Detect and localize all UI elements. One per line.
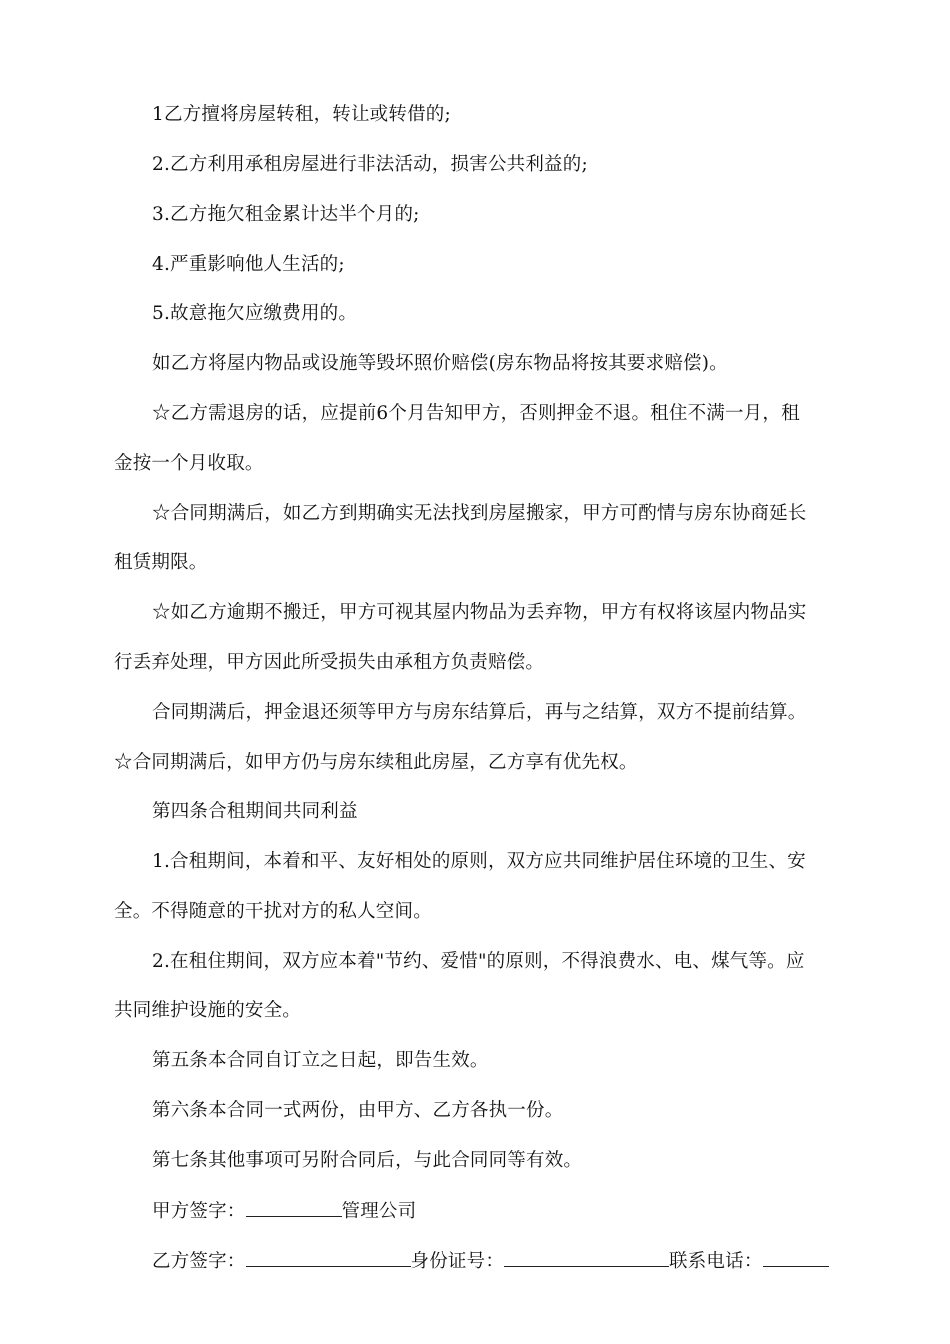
move-out-notice-line-1: ☆乙方需退房的话，应提前6个月告知甲方，否则押金不退。租住不满一月，租: [152, 403, 800, 424]
phone-blank: [763, 1247, 829, 1267]
shared-interest-item-1-line-2: 全。不得随意的干扰对方的私人空间。: [114, 901, 432, 922]
phone-label: 联系电话：: [669, 1251, 763, 1272]
clause-item-2: 2.乙方利用承租房屋进行非法活动，损害公共利益的;: [152, 154, 588, 175]
party-b-signature-blank: [246, 1247, 411, 1267]
party-b-signature-label: 乙方签字：: [152, 1251, 246, 1272]
party-a-signature-blank: [246, 1197, 342, 1217]
article-four-heading: 第四条合租期间共同利益: [152, 801, 358, 822]
move-out-notice-line-2: 金按一个月收取。: [114, 453, 264, 474]
party-b-signature-line: [152, 1247, 836, 1275]
overdue-clause-line-2: 行丢弃处理，甲方因此所受损失由承租方负责赔偿。: [114, 652, 545, 673]
article-seven: 第七条其他事项可另附合同后，与此合同同等有效。: [152, 1150, 583, 1171]
id-number-label: 身份证号：: [410, 1251, 505, 1272]
priority-right-paragraph: ☆合同期满后，如甲方仍与房东续租此房屋，乙方享有优先权。: [114, 752, 638, 773]
shared-interest-item-1-line-1: 1.合租期间，本着和平、友好相处的原则，双方应共同维护居住环境的卫生、安: [152, 851, 806, 872]
clause-item-4: 4.严重影响他人生活的;: [152, 254, 345, 275]
clause-item-5: 5.故意拖欠应缴费用的。: [152, 303, 358, 324]
party-a-company-suffix: 管理公司: [341, 1201, 417, 1222]
party-a-signature-line: [152, 1197, 416, 1225]
clause-item-3: 3.乙方拖欠租金累计达半个月的;: [152, 204, 420, 225]
extension-clause-line-2: 租赁期限。: [114, 552, 208, 573]
party-a-signature-label: 甲方签字：: [152, 1201, 246, 1222]
article-six: 第六条本合同一式两份，由甲方、乙方各执一份。: [152, 1100, 564, 1121]
overdue-clause-line-1: ☆如乙方逾期不搬迁，甲方可视其屋内物品为丢弃物，甲方有权将该屋内物品实: [152, 602, 807, 623]
article-five: 第五条本合同自订立之日起，即告生效。: [152, 1050, 489, 1071]
shared-interest-item-2-line-2: 共同维护设施的安全。: [114, 1000, 302, 1021]
damage-compensation-paragraph: 如乙方将屋内物品或设施等毁坏照价赔偿(房东物品将按其要求赔偿)。: [152, 353, 728, 374]
deposit-refund-paragraph: 合同期满后，押金退还须等甲方与房东结算后，再与之结算，双方不提前结算。: [152, 702, 807, 723]
id-number-blank: [504, 1247, 669, 1267]
shared-interest-item-2-line-1: 2.在租住期间，双方应本着"节约、爱惜"的原则，不得浪费水、电、煤气等。应: [152, 951, 805, 972]
extension-clause-line-1: ☆合同期满后，如乙方到期确实无法找到房屋搬家，甲方可酌情与房东协商延长: [152, 503, 807, 524]
clause-item-1: 1乙方擅将房屋转租，转让或转借的;: [152, 104, 451, 125]
